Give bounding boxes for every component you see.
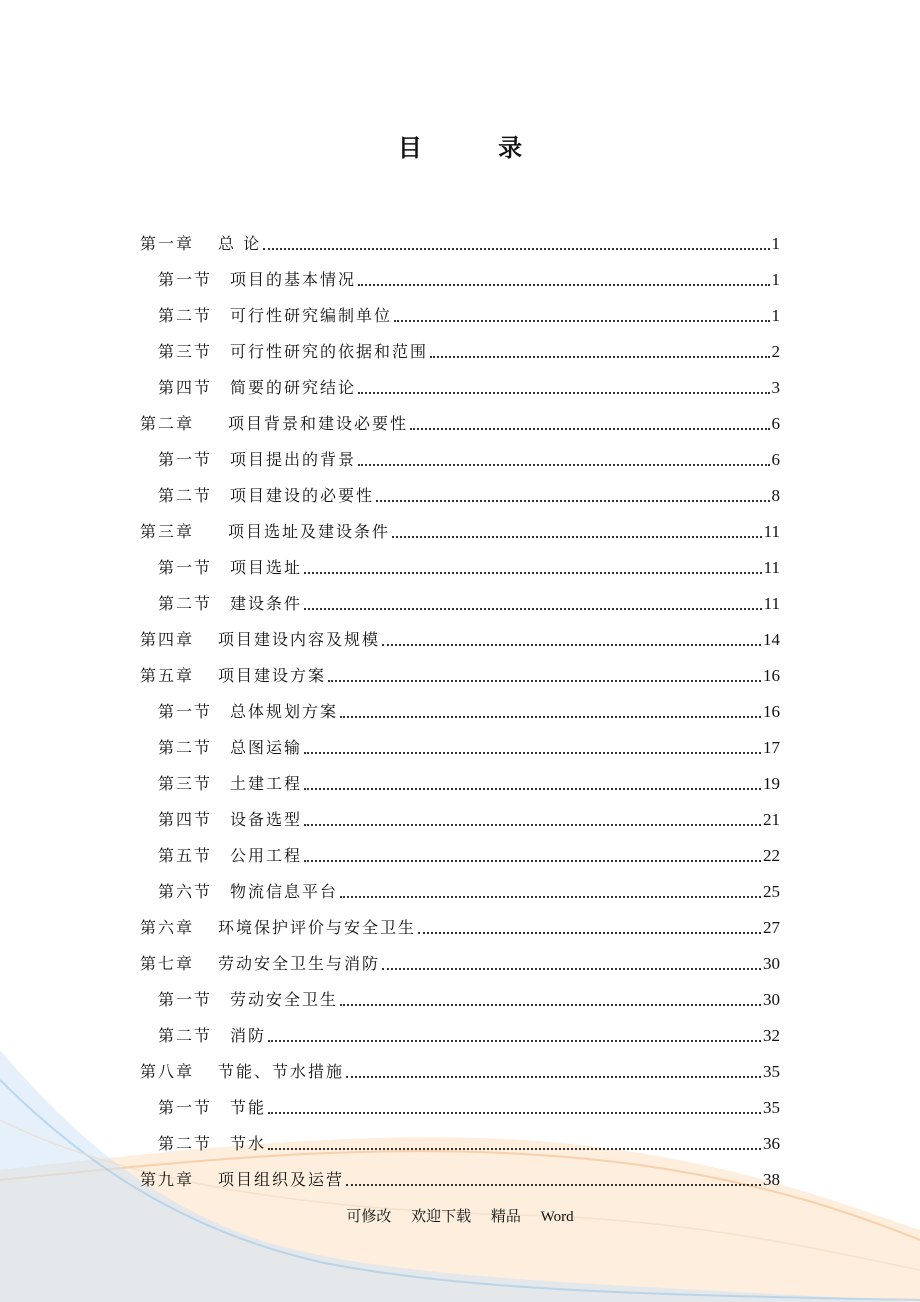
toc-dot-leader [304,787,761,790]
toc-chapter-entry[interactable] [140,218,780,254]
toc-dot-leader [382,643,761,646]
toc-entry-number: 第一节 [158,702,213,721]
toc-chapter-entry[interactable] [140,902,780,938]
toc-entry-title: 劳动安全卫生与消防 [218,954,381,973]
toc-section-entry[interactable] [140,794,780,830]
toc-page-number: 32 [763,1026,780,1045]
toc-entry-title: 节能 [230,1098,267,1117]
toc-section-entry[interactable] [140,470,780,506]
toc-entry-number: 第六节 [158,882,213,901]
toc-entry-title: 总图运输 [230,738,303,757]
footer [0,1205,920,1226]
toc-section-entry[interactable] [140,686,780,722]
toc-page-number: 1 [771,234,780,253]
toc-page-number: 16 [763,702,780,721]
toc-dot-leader [304,751,761,754]
toc-page-number: 11 [763,594,780,613]
toc-entry-number: 第一节 [158,558,213,577]
toc-dot-leader [340,895,761,898]
toc-page-number: 6 [771,450,780,469]
toc-entry-title: 建设条件 [230,594,303,613]
toc-section-entry[interactable] [140,434,780,470]
toc-dot-leader [304,607,762,610]
toc-entry-title: 总体规划方案 [230,702,339,721]
toc-section-entry[interactable] [140,830,780,866]
toc-page-number: 1 [771,270,780,289]
toc-entry-title: 项目的基本情况 [230,270,357,289]
toc-entry-title: 项目建设方案 [218,666,327,685]
toc-entry-number: 第九章 [140,1170,195,1189]
toc-entry-title: 设备选型 [230,810,303,829]
toc-dot-leader [382,967,761,970]
toc-dot-leader [263,247,769,250]
toc-entry-number: 第四节 [158,378,213,397]
toc-entry-title: 劳动安全卫生 [230,990,339,1009]
toc-entry-title: 可行性研究的依据和范围 [230,342,429,361]
toc-entry-title: 总 论 [218,234,262,253]
toc-entry-number: 第二节 [158,594,213,613]
table-of-contents [140,218,780,1190]
toc-dot-leader [394,319,769,322]
toc-page-number: 3 [771,378,780,397]
toc-entry-title: 项目背景和建设必要性 [228,414,409,433]
toc-dot-leader [340,715,761,718]
toc-chapter-entry[interactable] [140,650,780,686]
toc-section-entry[interactable] [140,362,780,398]
toc-chapter-entry[interactable] [140,1046,780,1082]
toc-chapter-entry[interactable] [140,1154,780,1190]
toc-entry-number: 第二章 [140,414,195,433]
toc-page-number: 22 [763,846,780,865]
toc-entry-number: 第三节 [158,774,213,793]
toc-entry-number: 第四节 [158,810,213,829]
toc-page-number: 14 [763,630,780,649]
toc-entry-number: 第七章 [140,954,195,973]
toc-dot-leader [304,859,761,862]
toc-page-number: 35 [763,1098,780,1117]
page-title: 目 录 [397,133,557,162]
toc-entry-number: 第二节 [158,306,213,325]
toc-entry-title: 项目建设内容及规模 [218,630,381,649]
toc-entry-title: 项目建设的必要性 [230,486,375,505]
toc-entry-number: 第一节 [158,270,213,289]
toc-section-entry[interactable] [140,254,780,290]
toc-page-number: 11 [763,558,780,577]
toc-entry-title: 简要的研究结论 [230,378,357,397]
toc-section-entry[interactable] [140,1010,780,1046]
toc-page-number: 30 [763,954,780,973]
toc-section-entry[interactable] [140,1082,780,1118]
toc-dot-leader [346,1183,761,1186]
toc-page-number: 21 [763,810,780,829]
toc-page-number: 17 [763,738,780,757]
toc-dot-leader [304,571,762,574]
toc-entry-number: 第八章 [140,1062,195,1081]
toc-page-number: 19 [763,774,780,793]
toc-entry-number: 第一节 [158,1098,213,1117]
toc-section-entry[interactable] [140,578,780,614]
toc-entry-number: 第三章 [140,522,195,541]
toc-entry-title: 物流信息平台 [230,882,339,901]
toc-entry-number: 第一章 [140,234,195,253]
toc-dot-leader [410,427,769,430]
toc-page-number: 2 [771,342,780,361]
toc-entry-title: 节能、节水措施 [218,1062,345,1081]
toc-section-entry[interactable] [140,542,780,578]
toc-section-entry[interactable] [140,326,780,362]
toc-page-number: 27 [763,918,780,937]
toc-entry-number: 第五章 [140,666,195,685]
footer-text-2: 欢迎下载 [411,1209,472,1225]
toc-dot-leader [268,1147,761,1150]
toc-section-entry[interactable] [140,758,780,794]
toc-entry-number: 第一节 [158,990,213,1009]
toc-page-number: 30 [763,990,780,1009]
toc-entry-number: 第二节 [158,1134,213,1153]
toc-section-entry[interactable] [140,974,780,1010]
footer-text-4: Word [540,1209,574,1225]
toc-dot-leader [268,1039,761,1042]
toc-section-entry[interactable] [140,290,780,326]
toc-dot-leader [358,391,769,394]
toc-dot-leader [392,535,762,538]
toc-entry-number: 第二节 [158,486,213,505]
toc-entry-title: 项目选址 [230,558,303,577]
toc-entry-title: 项目提出的背景 [230,450,357,469]
toc-page-number: 38 [763,1170,780,1189]
toc-entry-number: 第四章 [140,630,195,649]
toc-dot-leader [340,1003,761,1006]
toc-dot-leader [304,823,761,826]
toc-chapter-entry[interactable] [140,506,780,542]
toc-page-number: 8 [771,486,780,505]
toc-page-number: 16 [763,666,780,685]
toc-entry-number: 第二节 [158,738,213,757]
toc-chapter-entry[interactable] [140,938,780,974]
toc-entry-title: 土建工程 [230,774,303,793]
toc-entry-title: 节水 [230,1134,267,1153]
toc-entry-number: 第六章 [140,918,195,937]
toc-page-number: 25 [763,882,780,901]
toc-section-entry[interactable] [140,1118,780,1154]
toc-section-entry[interactable] [140,722,780,758]
toc-dot-leader [268,1111,761,1114]
toc-page-number: 36 [763,1134,780,1153]
toc-entry-number: 第五节 [158,846,213,865]
toc-entry-title: 可行性研究编制单位 [230,306,393,325]
toc-dot-leader [358,283,769,286]
toc-section-entry[interactable] [140,866,780,902]
toc-page-number: 11 [763,522,780,541]
toc-entry-title: 消防 [230,1026,267,1045]
toc-dot-leader [346,1075,761,1078]
toc-chapter-entry[interactable] [140,614,780,650]
toc-page-number: 1 [771,306,780,325]
toc-entry-title: 项目组织及运营 [218,1170,345,1189]
footer-text-1: 可修改 [346,1209,392,1225]
toc-chapter-entry[interactable] [140,398,780,434]
toc-entry-title: 项目选址及建设条件 [228,522,391,541]
toc-page-number: 35 [763,1062,780,1081]
toc-entry-title: 环境保护评价与安全卫生 [218,918,417,937]
toc-entry-number: 第二节 [158,1026,213,1045]
toc-dot-leader [328,679,761,682]
footer-text-3: 精品 [490,1209,521,1225]
toc-page-number: 6 [771,414,780,433]
toc-entry-number: 第一节 [158,450,213,469]
toc-entry-title: 公用工程 [230,846,303,865]
toc-dot-leader [376,499,769,502]
toc-dot-leader [430,355,769,358]
toc-dot-leader [358,463,769,466]
toc-dot-leader [418,931,761,934]
toc-entry-number: 第三节 [158,342,213,361]
